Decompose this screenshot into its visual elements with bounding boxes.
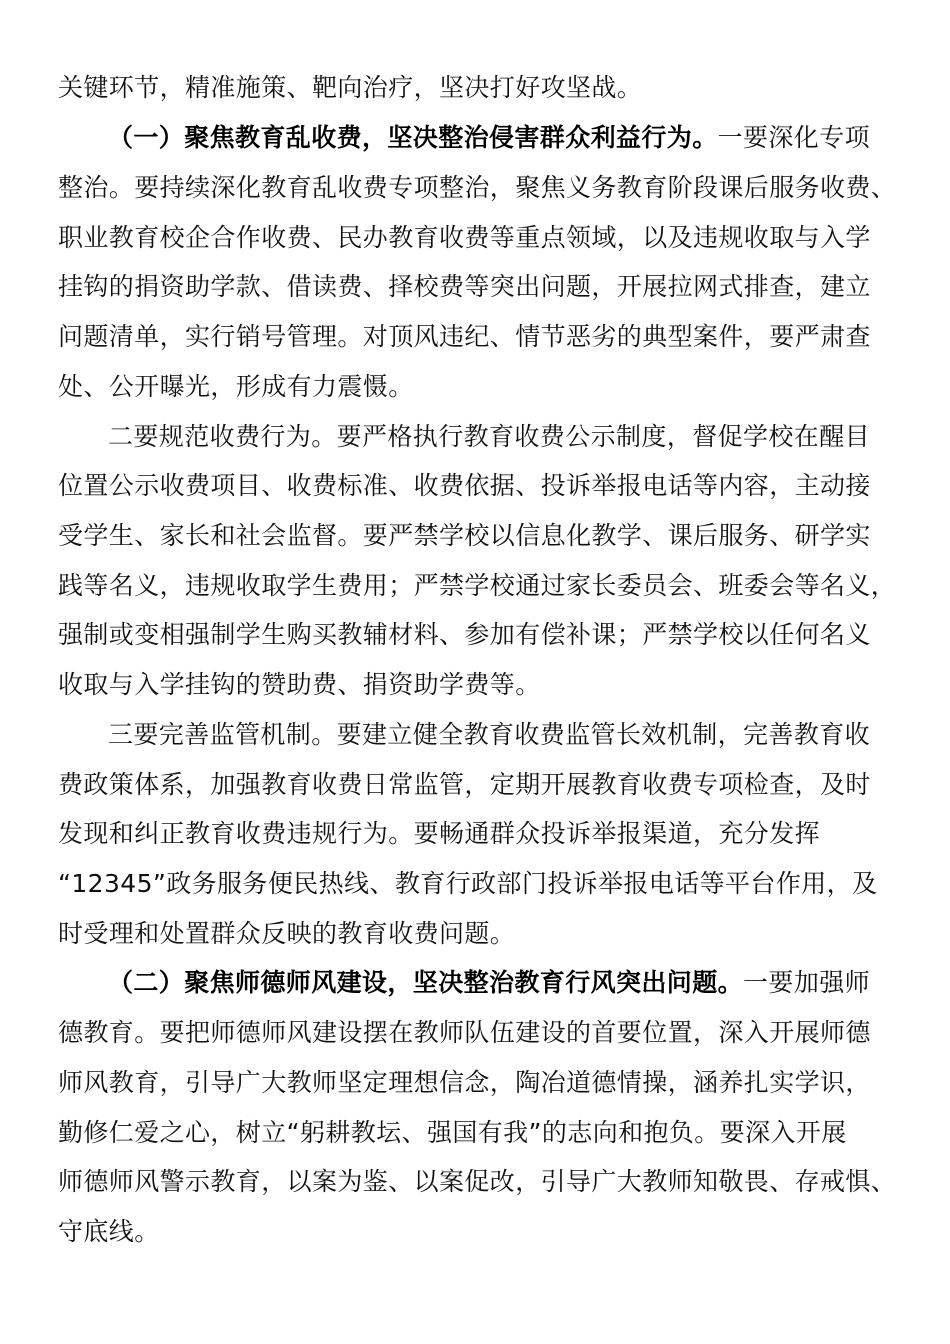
text-line: “12345”政务服务便民热线、教育行政部门投诉举报电话等平台作用，及 [58, 869, 878, 898]
section-heading-line [108, 968, 870, 998]
text-line: 德教育。要把师德师风建设摆在教师队伍建设的首要位置，深入开展师德 [58, 1018, 871, 1047]
text-line: 位置公示收费项目、收费标准、收费依据、投诉举报电话等内容，主动接 [58, 471, 871, 500]
text-line: 关键环节，精准施策、靶向治疗，坚决打好攻坚战。 [58, 73, 643, 102]
text-line: 践等名义，违规收取学生费用；严禁学校通过家长委员会、班委会等名义， [58, 571, 897, 600]
text-line: 整治。要持续深化教育乱收费专项整治，聚焦义务教育阶段课后服务收费、 [58, 173, 897, 202]
text-line: 处、公开曝光，形成有力震慑。 [58, 372, 414, 401]
text-line: 收取与入学挂钩的赞助费、捐资助学费等。 [58, 670, 541, 699]
text-line: 问题清单，实行销号管理。对顶风违纪、情节恶劣的典型案件，要严肃查 [58, 322, 871, 351]
text-run: 一要加强师 [743, 968, 871, 997]
text-line: 发现和纠正教育收费违规行为。要畅通群众投诉举报渠道，充分发挥 [58, 819, 821, 848]
text-line: 师德师风警示教育，以案为鉴、以案促改，引导广大教师知敬畏、存戒惧、 [58, 1167, 897, 1196]
text-line: 职业教育校企合作收费、民办教育收费等重点领域，以及违规收取与入学 [58, 223, 871, 252]
text-line: 费政策体系，加强教育收费日常监管，定期开展教育收费专项检查，及时 [58, 770, 871, 799]
text-line: 强制或变相强制学生购买教辅材料、参加有偿补课；严禁学校以任何名义 [58, 620, 871, 649]
section-heading: （二）聚焦师德师风建设，坚决整治教育行风突出问题。 [108, 968, 744, 997]
section-heading: （一）聚焦教育乱收费，坚决整治侵害群众利益行为。 [108, 123, 718, 152]
text-run: 一要深化专项 [717, 123, 871, 152]
text-line: 时受理和处置群众反映的教育收费问题。 [58, 919, 516, 948]
text-line: 守底线。 [58, 1217, 160, 1246]
text-line: 勤修仁爱之心，树立“躬耕教坛、强国有我”的志向和抱负。要深入开展 [58, 1118, 847, 1147]
text-line: 挂钩的捐资助学款、借读费、择校费等突出问题，开展拉网式排查，建立 [58, 272, 871, 301]
paragraph-start-line: 二要规范收费行为。要严格执行教育收费公示制度，督促学校在醒目 [108, 422, 871, 451]
text-line: 受学生、家长和社会监督。要严禁学校以信息化教学、课后服务、研学实 [58, 521, 871, 550]
section-heading-line [108, 123, 870, 153]
text-line: 师风教育，引导广大教师坚定理想信念，陶冶道德情操，涵养扎实学识， [58, 1068, 871, 1097]
paragraph-start-line: 三要完善监管机制。要建立健全教育收费监管长效机制，完善教育收 [108, 720, 871, 749]
